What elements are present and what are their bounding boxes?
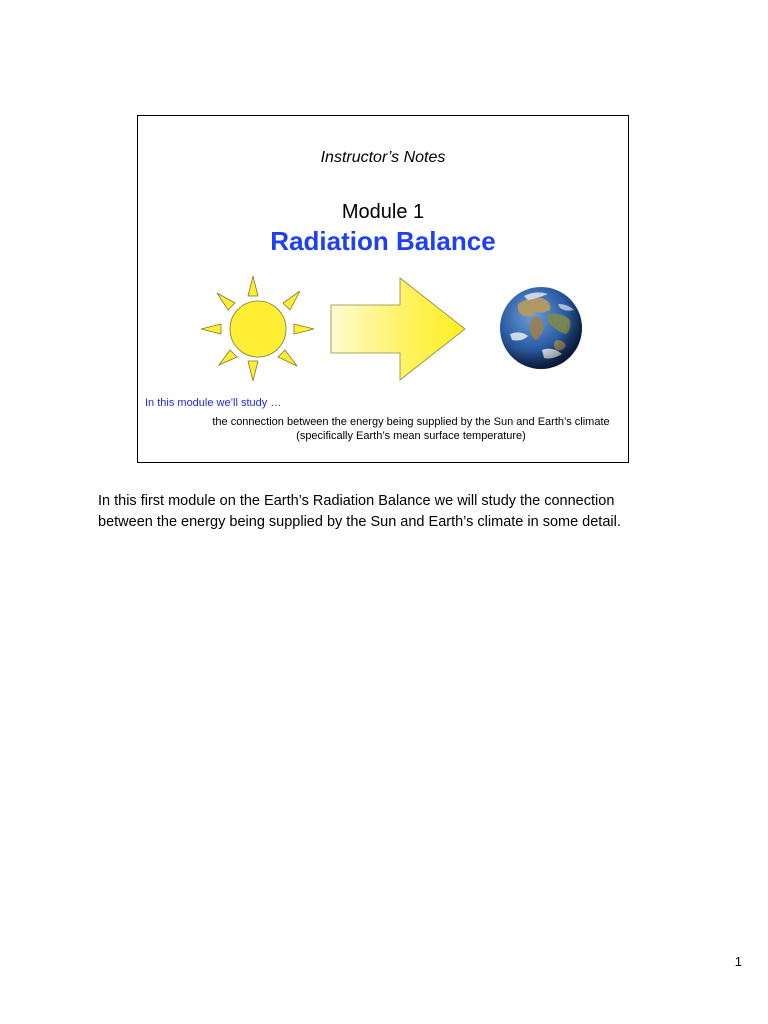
right-arrow-icon [331,278,465,380]
notes-heading: Instructor’s Notes [320,149,446,166]
sun-icon [201,276,314,381]
module-title: Radiation Balance [270,226,496,256]
module-label: Module 1 [341,201,425,223]
study-detail [198,415,624,443]
study-detail-line1: the connection between the energy being supplied by the Sun and Earth’s climate [212,416,610,428]
study-detail-line2: (specifically Earth’s mean surface temperature) [296,430,526,442]
body-paragraph: In this first module on the Earth’s Radiation Balance we will study the connection between the energy being supplied by the Sun and Earth’s climate in some detail. [98,493,621,530]
earth-globe-icon [500,287,582,369]
slide-frame [137,115,629,463]
study-intro: In this module we’ll study … [145,397,282,409]
slide-illustration [138,274,628,384]
page-number: 1 [734,954,742,969]
